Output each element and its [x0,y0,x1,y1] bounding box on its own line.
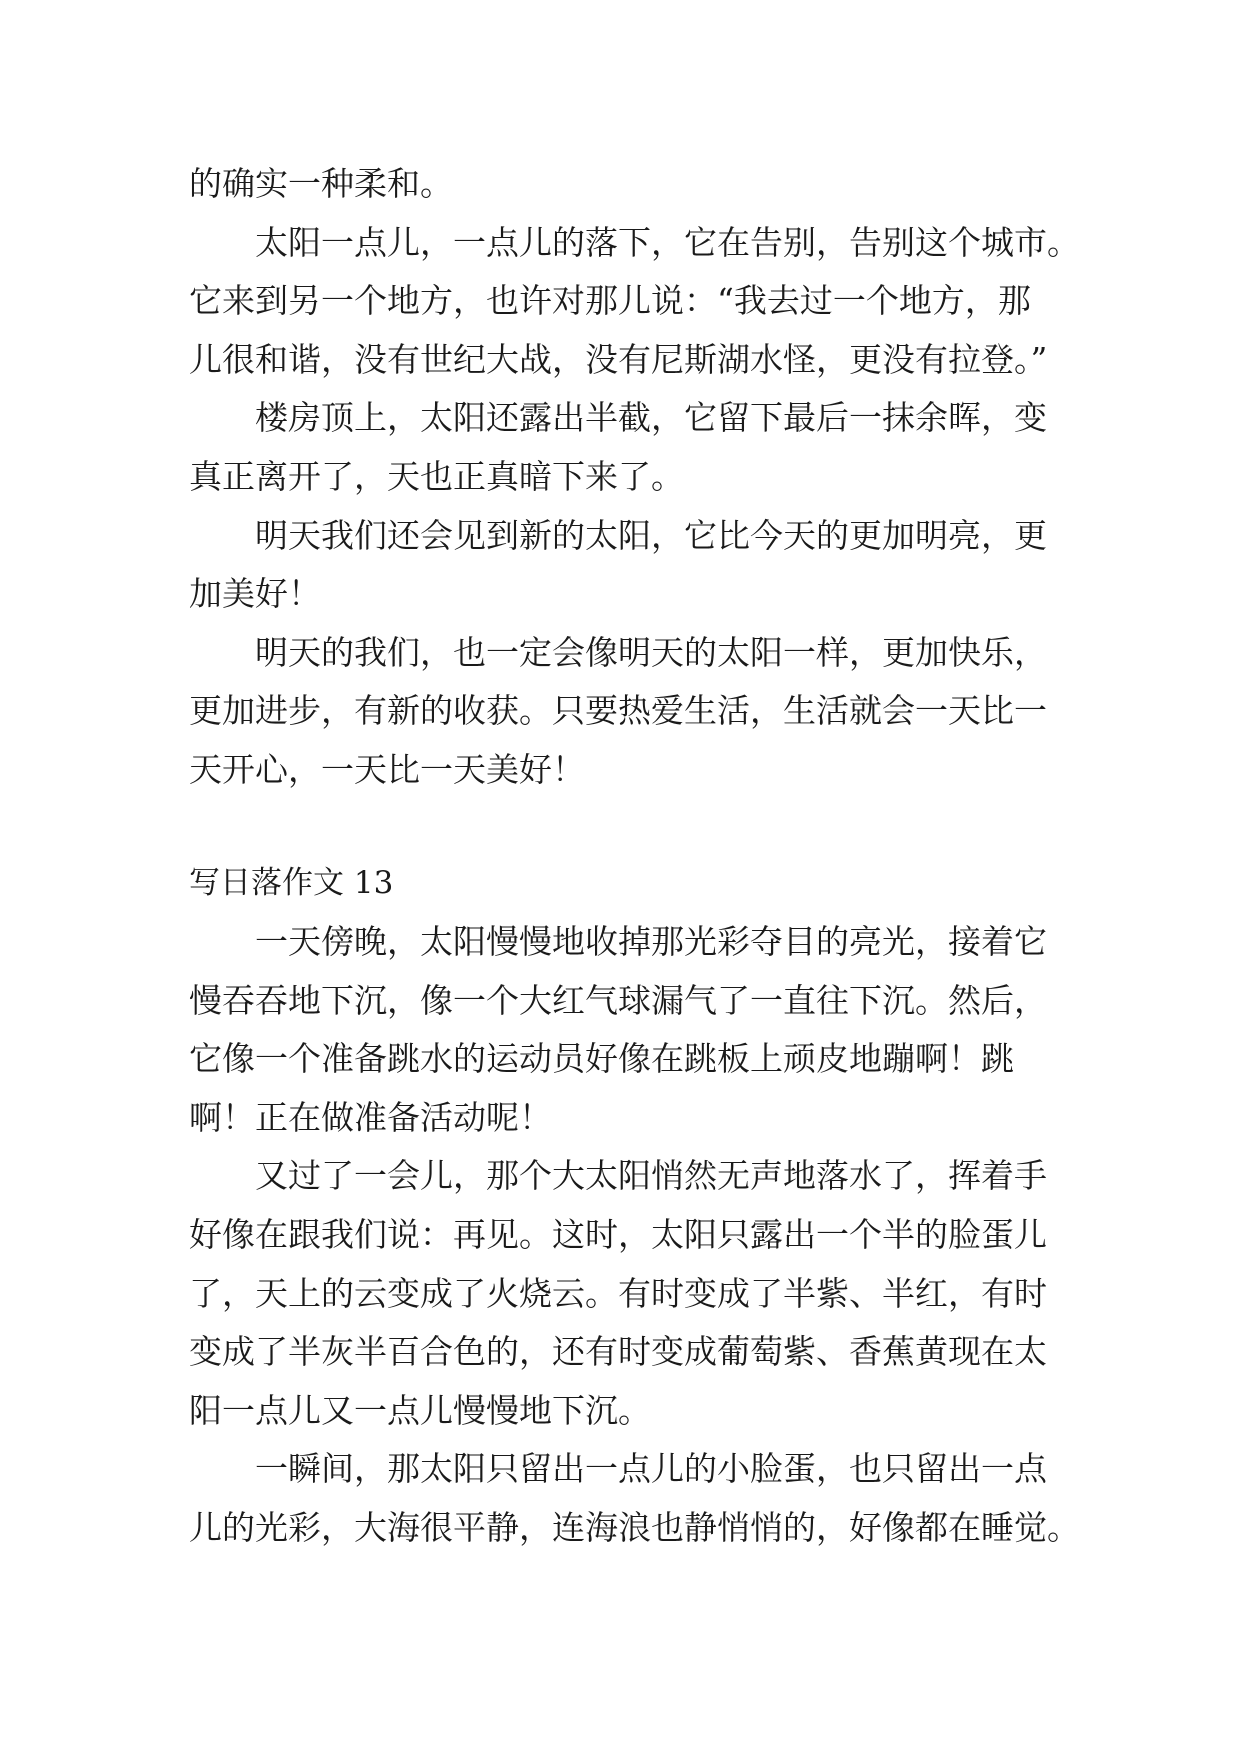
text-line: 好像在跟我们说：再见。这时，太阳只露出一个半的脸蛋儿 [189,1214,1047,1254]
paragraph-start-line: 一瞬间，那太阳只留出一点儿的小脸蛋，也只留出一点 [255,1449,1047,1489]
text-line: 真正离开了，天也正真暗下来了。 [189,456,684,496]
text-line: 的确实一种柔和。 [189,164,453,203]
text-line: 变成了半灰半百合色的，还有时变成葡萄紫、香蕉黄现在太 [189,1332,1047,1372]
text-line: 了，天上的云变成了火烧云。有时变成了半紫、半红，有时 [189,1273,1047,1313]
text-line: 啊！正在做准备活动呢！ [189,1097,552,1137]
text-line: 阳一点儿又一点儿慢慢地下沉。 [189,1390,651,1430]
paragraph-start-line: 一天傍晚，太阳慢慢地收掉那光彩夺目的亮光，接着它 [255,922,1047,961]
text-line: 它来到另一个地方，也许对那儿说：“我去过一个地方，那 [189,281,1031,321]
paragraph-start-line: 楼房顶上，太阳还露出半截，它留下最后一抹余晖，变 [255,398,1047,438]
essay-body [189,913,1079,1558]
text-line: 儿很和谐，没有世纪大战，没有尼斯湖水怪，更没有拉登。” [189,339,1048,379]
paragraph-start-line: 明天我们还会见到新的太阳，它比今天的更加明亮，更 [255,515,1047,555]
text-line: 天开心，一天比一天美好！ [189,749,585,789]
paragraph-start-line: 又过了一会儿，那个大太阳悄然无声地落水了，挥着手 [255,1156,1047,1196]
essay-heading: 写日落作文 13 [189,865,394,901]
text-line: 慢吞吞地下沉，像一个大红气球漏气了一直往下沉。然后， [189,980,1047,1020]
essay-continuation [189,155,1079,800]
text-line: 加美好！ [189,574,321,614]
text-line: 儿的光彩，大海很平静，连海浪也静悄悄的，好像都在睡觉。 [189,1507,1080,1547]
text-line: 更加进步，有新的收获。只要热爱生活，生活就会一天比一 [189,691,1047,731]
paragraph-start-line: 明天的我们，也一定会像明天的太阳一样，更加快乐， [255,632,1047,672]
paragraph-start-line: 太阳一点儿，一点儿的落下，它在告别，告别这个城市。 [255,222,1080,262]
text-line: 它像一个准备跳水的运动员好像在跳板上顽皮地蹦啊！跳 [189,1039,1014,1079]
